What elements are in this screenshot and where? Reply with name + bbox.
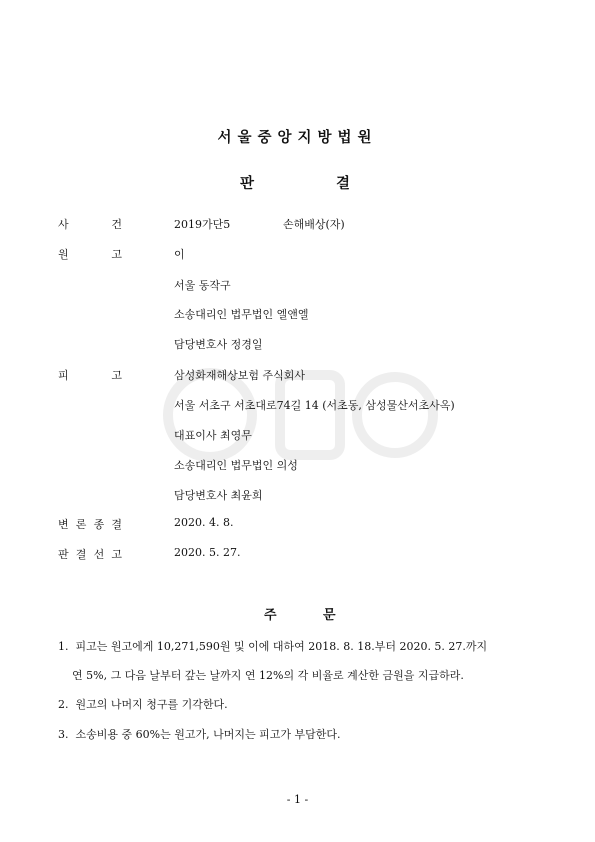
order-item-number: 3. — [58, 728, 69, 741]
order-item-text: 연 5%, 그 다음 날부터 갚는 날까지 연 12%의 각 비율로 계산한 금원을 지급하라. — [72, 669, 464, 682]
order-item-text: 소송비용 중 60%는 원고가, 나머지는 피고가 부담한다. — [75, 728, 341, 741]
hearing-date: 2020. 4. 8. — [174, 516, 234, 529]
document-type-char: 판 — [240, 175, 255, 192]
plaintiff-attorney: 담당변호사 정경일 — [174, 338, 263, 351]
order-item-text: 피고는 원고에게 10,271,590원 및 이에 대하여 2018. 8. 18.부터 2020. 5. 27.까지 — [75, 640, 488, 653]
document-type-char: 결 — [336, 175, 351, 192]
order-item-3 — [58, 720, 538, 749]
defendant-representative: 대표이사 최영무 — [174, 429, 252, 442]
order-heading-char: 문 — [323, 608, 336, 623]
order-item-number: 1. — [58, 640, 69, 653]
hearing-label: 변 론 종 결 — [58, 518, 122, 531]
case-number: 2019가단5 — [174, 218, 231, 231]
order-item-text: 원고의 나머지 청구를 기각한다. — [75, 698, 228, 711]
judgment-date: 2020. 5. 27. — [174, 546, 241, 559]
case-title: 손해배상(자) — [283, 218, 345, 231]
case-label: 사 건 — [58, 218, 122, 231]
plaintiff-label: 원 고 — [58, 248, 122, 261]
court-name: 서울중앙지방법원 — [217, 129, 378, 146]
defendant-attorney: 담당변호사 최윤희 — [174, 489, 263, 502]
plaintiff-address: 서울 동작구 — [174, 279, 231, 292]
defendant-label: 피 고 — [58, 369, 122, 382]
order-heading-char: 주 — [264, 608, 277, 623]
order-item-1 — [58, 632, 538, 690]
defendant-address: 서울 서초구 서초대로74길 14 (서초동, 삼성물산서초사옥) — [174, 399, 455, 412]
defendant-agent: 소송대리인 법무법인 의성 — [174, 459, 298, 472]
plaintiff-agent: 소송대리인 법무법인 엘앤엘 — [174, 308, 309, 321]
page-number: - 1 - — [286, 793, 309, 806]
order-item-2 — [58, 690, 538, 719]
order-item-number: 2. — [58, 698, 69, 711]
judgment-date-label: 판 결 선 고 — [58, 548, 122, 561]
defendant-name: 삼성화재해상보험 주식회사 — [174, 369, 306, 382]
plaintiff-name: 이 — [174, 248, 185, 261]
